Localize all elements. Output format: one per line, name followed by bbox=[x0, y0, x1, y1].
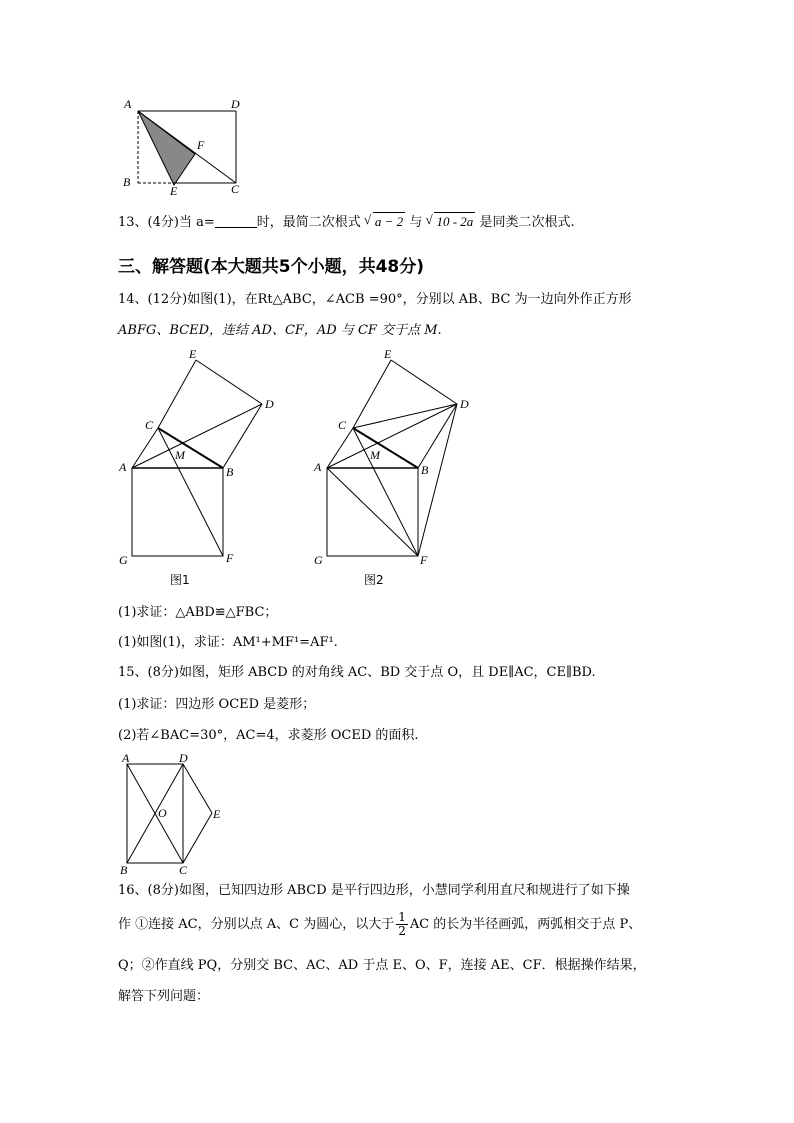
q16-line3: Q；②作直线 PQ，分别交 BC、AC、AD 于点 E、O、F，连接 AE、CF．根据操作结果， bbox=[118, 958, 646, 973]
q14-line1: 14、(12分)如图(1)，在Rt△ABC，∠ACB =90°，分别以 AB、BC 为一边向外作正方形 bbox=[118, 292, 632, 307]
radical-1: √ a − 2 bbox=[373, 212, 405, 231]
fig2-label-F: F bbox=[420, 553, 428, 567]
q16-line1: 16、(8分)如图，已知四边形 ABCD 是平行四边形，小慧同学利用直尺和规进行了如下操 bbox=[118, 883, 630, 898]
fig2-label-C: C bbox=[338, 418, 347, 432]
answer-blank[interactable] bbox=[215, 213, 257, 228]
q15-label-D: D bbox=[179, 751, 188, 765]
q16-line2-b: AC 的长为半径画弧，两弧相交于点 P、 bbox=[409, 917, 642, 932]
fig1-label-M: M bbox=[175, 448, 185, 462]
q14-part2: (1)如图(1)，求证：AM¹+MF¹=AF¹. bbox=[118, 635, 338, 650]
q16-line2 bbox=[118, 910, 641, 940]
q14-figure-2 bbox=[310, 348, 480, 573]
section-heading: 三、解答题(本大题共5个小题，共48分) bbox=[118, 257, 425, 277]
q14-line2: ABFG、BCED，连结 AD、CF，AD 与 CF 交于点 M. bbox=[118, 323, 442, 338]
q15-part1: (1)求证：四边形 OCED 是菱形； bbox=[118, 697, 316, 712]
label-B: B bbox=[123, 175, 131, 189]
label-C: C bbox=[231, 182, 240, 196]
label-A: A bbox=[124, 97, 132, 111]
q15-label-A: A bbox=[122, 751, 130, 765]
q16-line2-a: 作 ①连接 AC，分别以点 A、C 为圆心，以大于 bbox=[118, 917, 395, 932]
fig2-label-E: E bbox=[384, 348, 392, 361]
q15-label-O: O bbox=[158, 806, 167, 820]
q15-part2: (2)若∠BAC=30°，AC=4，求菱形 OCED 的面积. bbox=[118, 728, 419, 743]
fig2-caption: 图2 bbox=[364, 573, 384, 587]
fig1-label-D: D bbox=[265, 397, 274, 411]
fig1-label-E: E bbox=[189, 348, 197, 361]
frac-den: 2 bbox=[398, 924, 406, 938]
q12-figure bbox=[115, 96, 255, 198]
q13-line bbox=[118, 212, 575, 232]
label-E: E bbox=[170, 184, 178, 198]
fig1-label-G: G bbox=[119, 553, 128, 567]
fig1-label-F: F bbox=[226, 551, 234, 565]
q13-text-mid1: 时，最简二次根式 bbox=[256, 215, 361, 230]
fig1-label-C: C bbox=[145, 418, 154, 432]
fig2-label-M: M bbox=[370, 448, 380, 462]
q14-part1: (1)求证：△ABD≌△FBC； bbox=[118, 605, 278, 620]
fig2-label-G: G bbox=[314, 553, 323, 567]
q14-figure-1 bbox=[115, 348, 285, 573]
radical-2: √ 10 - 2a bbox=[434, 212, 475, 231]
frac-num: 1 bbox=[398, 910, 406, 924]
label-D: D bbox=[231, 97, 240, 111]
fig1-caption: 图1 bbox=[170, 573, 190, 587]
shaded-triangle bbox=[138, 111, 195, 185]
fig1-label-B: B bbox=[226, 465, 234, 479]
q15-figure bbox=[113, 750, 233, 878]
fig2-label-D: D bbox=[460, 397, 469, 411]
q16-line4: 解答下列问题： bbox=[118, 989, 210, 1004]
q13-text-before: 13、(4分)当 a= bbox=[118, 215, 215, 230]
fig1-label-A: A bbox=[119, 460, 127, 474]
fraction-one-half bbox=[396, 911, 408, 938]
fig2-label-A: A bbox=[314, 460, 322, 474]
q15-label-B: B bbox=[120, 863, 128, 877]
q13-text-after: 是同类二次根式. bbox=[479, 215, 575, 230]
label-F: F bbox=[197, 138, 205, 152]
fig2-label-B: B bbox=[421, 463, 429, 477]
q15-label-E: E bbox=[213, 807, 221, 821]
q13-text-mid2: 与 bbox=[409, 215, 423, 230]
q15-label-C: C bbox=[179, 863, 188, 877]
q15-line1: 15、(8分)如图，矩形 ABCD 的对角线 AC、BD 交于点 O，且 DE∥AC，CE∥BD. bbox=[118, 665, 596, 680]
